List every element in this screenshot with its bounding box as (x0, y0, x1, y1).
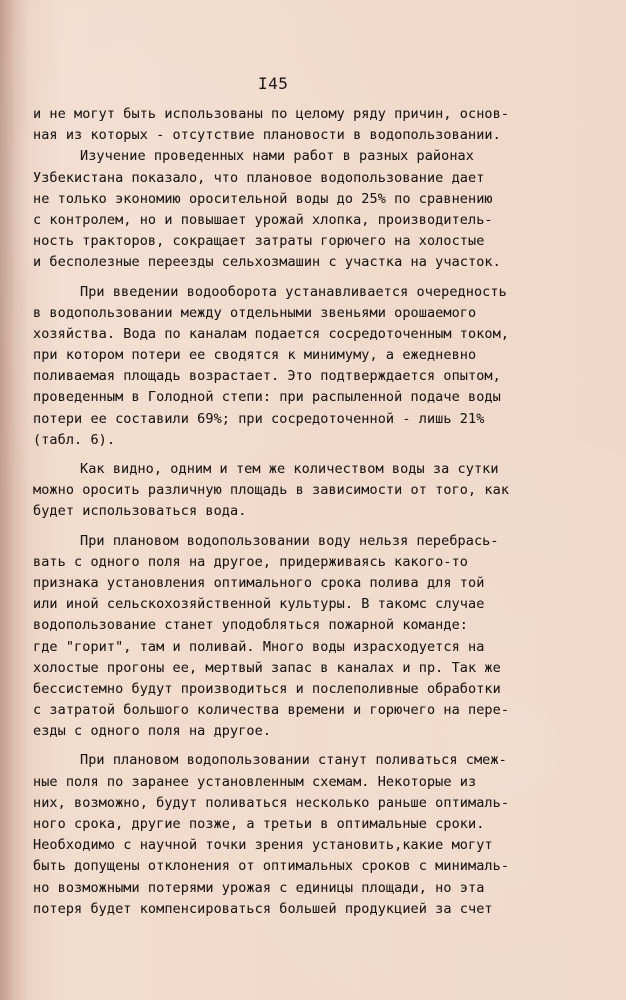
paragraph-gap (33, 274, 515, 282)
text-line: ная из которых - отсутствие плановости в водопользовании. (33, 127, 501, 144)
text-line: езды с одного поля на другое. (33, 723, 272, 740)
text-line: ные поля по заранее установленным схемам. Некоторые из (33, 773, 477, 790)
text-line: быть допущены отклонения от оптимальных сроков с минималь- (33, 858, 510, 875)
text-line: признака установления оптимального срока полива для той (33, 574, 485, 591)
paragraph-start-line: Как видно, одним и тем же количеством воды за сутки (80, 461, 499, 477)
paragraph-start-line: При плановом водопользовании воду нельзя перебрась- (80, 532, 499, 549)
text-line: них, возможно, будут поливаться несколько раньше оптималь- (33, 794, 510, 811)
paragraph-gap (33, 742, 515, 750)
text-line: но возможными потерями урожая с единицы площади, но эта (33, 879, 485, 896)
text-line: и не могут быть использованы по целому ряду причин, основ- (33, 106, 510, 122)
text-line: водопользование станет уподобляться пожарной команде: (33, 617, 469, 634)
paragraph-start-line: При плановом водопользовании станут поливаться смеж- (80, 752, 507, 769)
text-line: потери ее составили 69%; при сосредоточенной - лишь 21% (33, 410, 485, 427)
text-line: Необходимо с научной точки зрения установить,какие могут (33, 837, 493, 854)
text-line: с затратой большого количества времени и горючего на пере- (33, 702, 510, 719)
text-line: ность тракторов, сокращает затраты горючего на холостые (33, 233, 485, 250)
page-number: I45 (258, 74, 289, 93)
text-line: или иной сельскохозяйственной культуры. В такомс случае (33, 596, 485, 613)
text-line: холостые прогоны ее, мертвый запас в каналах и пр. Так же (33, 659, 501, 676)
text-line: и бесполезные переезды сельхозмашин с участка на участок. (33, 254, 501, 271)
paragraph-start-line: Изучение проведенных нами работ в разных районах (80, 148, 474, 165)
text-line: (табл. 6). (33, 431, 116, 448)
text-line: при котором потери ее сводятся к минимуму, а ежедневно (33, 347, 477, 364)
document-text (33, 104, 515, 920)
paragraph-start-line: При введении водооборота устанавливается очередность (80, 283, 507, 300)
text-line: в водопользовании между отдельными звеньями орошаемого (33, 304, 477, 321)
text-line: не только экономию оросительной воды до 25% по сравнению (33, 190, 493, 207)
text-line: потеря будет компенсироваться большей продукцией за счет (33, 900, 493, 917)
paragraph-gap (33, 523, 515, 531)
text-line: где "горит", там и поливай. Много воды израсходуется на (33, 638, 485, 655)
text-line: поливаемая площадь возрастает. Это подтверждается опытом, (33, 368, 501, 385)
text-line: хозяйства. Вода по каналам подается сосредоточенным током, (33, 325, 510, 342)
text-line: с контролем, но и повышает урожай хлопка, производитель- (33, 211, 493, 228)
text-line: проведенным в Голодной степи: при распыленной подаче воды (33, 389, 501, 406)
text-line: можно оросить различную площадь в зависимости от того, как (33, 482, 510, 499)
paragraph-gap (33, 451, 515, 459)
text-line: вать с одного поля на другое, придерживаясь какого-то (33, 553, 469, 570)
text-line: ного срока, другие позже, а третьи в оптимальные сроки. (33, 816, 485, 832)
text-line: Узбекистана показало, что плановое водопользование дает (33, 169, 485, 186)
text-line: бессистемно будут производиться и послеполивные обработки (33, 680, 501, 697)
text-line: будет использоваться вода. (33, 503, 247, 520)
